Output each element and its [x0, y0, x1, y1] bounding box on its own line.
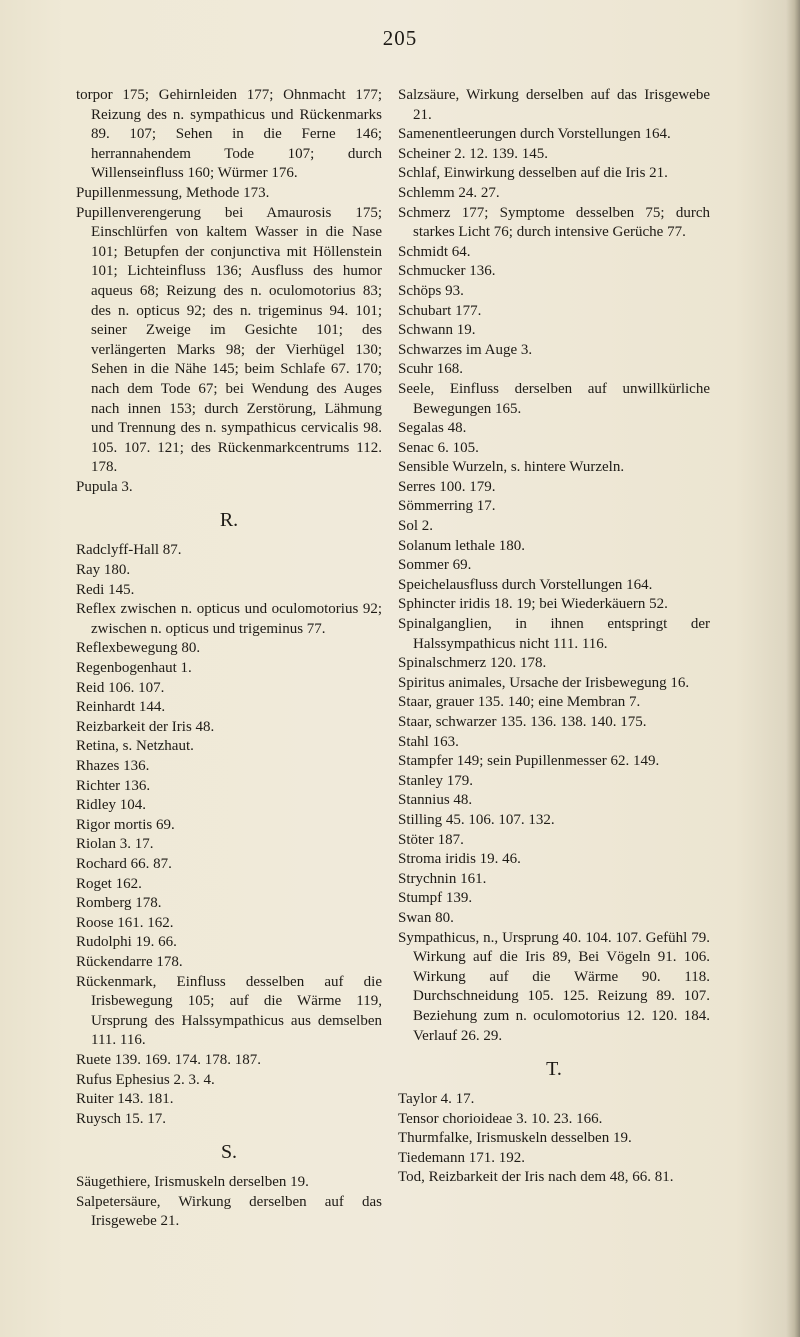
index-entry: Reflex zwischen n. opticus und oculomotorius 92; zwischen n. opticus und trigeminus 77.	[76, 601, 382, 637]
index-entry: Swan 80.	[398, 909, 454, 926]
index-entry: Stöter 187.	[398, 831, 464, 848]
index-entry: Ruiter 143. 181.	[76, 1091, 174, 1108]
index-entry: Stahl 163.	[398, 733, 459, 750]
index-entry: Spiritus animales, Ursache der Irisbewegung 16.	[398, 674, 690, 691]
index-entry: Schmidt 64.	[398, 243, 471, 260]
index-entry: Stanley 179.	[398, 772, 473, 789]
index-entry: Stampfer 149; sein Pupillenmesser 62. 149.	[398, 753, 660, 770]
index-entry: Schöps 93.	[398, 282, 464, 299]
index-entry: Salpetersäure, Wirkung derselben auf das Irisgewebe 21.	[76, 1193, 382, 1230]
index-entry: Senac 6. 105.	[398, 439, 479, 456]
index-block-s-continued	[398, 86, 710, 1046]
page-number: 205	[382, 26, 418, 50]
index-entry: Rufus Ephesius 2. 3. 4.	[76, 1071, 215, 1088]
section-letter-s: S.	[220, 1141, 238, 1164]
index-entry: Ridley 104.	[76, 797, 146, 814]
index-entry: Rückenmark, Einfluss desselben auf die Irisbewegung 105; auf die Wärme 119, Ursprung des Halssympathicus aus demselben 111. 116.	[76, 973, 382, 1049]
index-entry: Pupula 3.	[76, 478, 133, 495]
index-entry: Tensor chorioideae 3. 10. 23. 166.	[398, 1110, 603, 1127]
index-entry: Schubart 177.	[398, 302, 482, 319]
index-entry: Schmerz 177; Symptome desselben 75; durch starkes Licht 76; durch intensive Gerüche 77.	[398, 204, 710, 241]
index-entry: Reizbarkeit der Iris 48.	[76, 718, 215, 735]
index-entry: Ruysch 15. 17.	[76, 1110, 166, 1127]
index-entry: Rochard 66. 87.	[76, 855, 172, 872]
index-entry: Serres 100. 179.	[398, 478, 496, 495]
section-letter-r: R.	[219, 509, 239, 532]
index-entry: Richter 136.	[76, 777, 151, 794]
index-entry: Sömmerring 17.	[398, 498, 496, 515]
index-entry: Rudolphi 19. 66.	[76, 934, 177, 951]
index-entry: Seele, Einfluss derselben auf unwillkürliche Bewegungen 165.	[398, 380, 710, 417]
index-entry: Schwarzes im Auge 3.	[398, 341, 533, 358]
index-block-r	[76, 541, 382, 1129]
index-entry: Rhazes 136.	[76, 758, 150, 774]
index-entry: Stumpf 139.	[398, 890, 473, 907]
index-entry: Stilling 45. 106. 107. 132.	[398, 811, 555, 828]
index-entry: Schmucker 136.	[398, 263, 496, 280]
index-entry: Säugethiere, Irismuskeln derselben 19.	[76, 1174, 309, 1191]
index-entry: Spinalschmerz 120. 178.	[398, 655, 547, 672]
index-column-left	[76, 86, 382, 1232]
index-entry: Spinalganglien, in ihnen entspringt der Halssympathicus nicht 111. 116.	[398, 616, 710, 652]
index-entry: Rigor mortis 69.	[76, 816, 175, 833]
index-entry: Sphincter iridis 18. 19; bei Wiederkäuern 52.	[398, 596, 668, 613]
index-entry: Salzsäure, Wirkung derselben auf das Irisgewebe 21.	[398, 87, 710, 123]
index-entry: Ruete 139. 169. 174. 178. 187.	[76, 1051, 261, 1068]
index-entry: Speichelausfluss durch Vorstellungen 164.	[398, 576, 653, 593]
index-entry: Samenentleerungen durch Vorstellungen 164.	[398, 126, 671, 143]
page-edge-shadow	[786, 0, 800, 1337]
index-entry: Pupillenmessung, Methode 173.	[76, 184, 270, 201]
index-entry: Ray 180.	[76, 562, 131, 579]
index-entry: Scuhr 168.	[398, 361, 463, 378]
index-entry: Regenbogenhaut 1.	[76, 660, 192, 677]
index-entry: Pupillenverengerung bei Amaurosis 175; Einschlürfen von kaltem Wasser in die Nase 101; Betupfen der conjunctiva mit Höllenstein 101; Lichteinfluss 136; Ausfluss des humor aqueus 68; Reizung des n. oculomotorius 83; des n. opticus 92; des n. trigeminus 94. 101; seiner Zweige im Gesichte 101; des verlängerten Marks 98; der Vierhügel 130; Sehen in die Nähe 145; beim Schlafe 67. 170; nach dem Tode 67; bei Wendung des Auges nach innen 153; durch Zerstörung, Lähmung und Trennung des n. sympathicus cervicalis 98. 105. 107. 121; des Rückenmarkcentrums 112. 178.	[76, 204, 382, 476]
index-entry: Romberg 178.	[76, 895, 162, 912]
index-entry: Reinhardt 144.	[76, 699, 166, 716]
index-entry: Tiedemann 171. 192.	[398, 1149, 525, 1166]
index-entry: Radclyff-Hall 87.	[76, 542, 182, 559]
index-entry: Strychnin 161.	[398, 870, 487, 887]
index-entry: Staar, grauer 135. 140; eine Membran 7.	[398, 694, 641, 711]
index-entry: Reid 106. 107.	[76, 679, 165, 696]
index-entry: Sympathicus, n., Ursprung 40. 104. 107. Gefühl 79. Wirkung auf die Iris 89, Bei Vögeln 91. 106. Wirkung auf die Wärme 90. 118. Durchschneidung 105. 125. Reizung 89. 107. Beziehung zum n. oculomotorius 12. 120. 184. Verlauf 26. 29.	[398, 929, 710, 1044]
index-entry: torpor 175; Gehirnleiden 177; Ohnmacht 177; Reizung des n. sympathicus und Rückenmarks 89. 107; Sehen in die Ferne 146; herrannahendem Tode 107; durch Willenseinfluss 160; Würmer 176.	[76, 87, 382, 182]
index-block-t	[398, 1090, 710, 1188]
index-entry: Retina, s. Netzhaut.	[76, 738, 194, 755]
index-entry: Sensible Wurzeln, s. hintere Wurzeln.	[398, 459, 625, 476]
index-block-s	[76, 1173, 382, 1232]
index-entry: Scheiner 2. 12. 139. 145.	[398, 145, 548, 162]
index-entry: Schlemm 24. 27.	[398, 184, 500, 201]
index-entry: Schwann 19.	[398, 322, 476, 339]
index-entry: Roose 161. 162.	[76, 914, 174, 931]
index-entry: Reflexbewegung 80.	[76, 640, 201, 657]
index-entry: Thurmfalke, Irismuskeln desselben 19.	[398, 1130, 632, 1147]
index-block-p-continued	[76, 86, 382, 497]
index-entry: Redi 145.	[76, 581, 135, 598]
index-entry: Stannius 48.	[398, 792, 473, 809]
index-entry: Segalas 48.	[398, 420, 467, 437]
index-entry: Taylor 4. 17.	[398, 1091, 475, 1108]
index-entry: Sommer 69.	[398, 557, 472, 574]
index-entry: Roget 162.	[76, 875, 142, 892]
index-entry: Sol 2.	[398, 518, 434, 535]
index-entry: Riolan 3. 17.	[76, 836, 154, 853]
index-entry: Rückendarre 178.	[76, 953, 183, 970]
index-entry: Schlaf, Einwirkung desselben auf die Iris 21.	[398, 165, 668, 182]
index-entry: Solanum lethale 180.	[398, 537, 526, 554]
index-entry: Staar, schwarzer 135. 136. 138. 140. 175.	[398, 714, 647, 730]
index-entry: Stroma iridis 19. 46.	[398, 851, 521, 868]
index-entry: Tod, Reizbarkeit der Iris nach dem 48, 66. 81.	[398, 1169, 674, 1186]
index-column-right	[398, 86, 710, 1188]
section-letter-t: T.	[546, 1058, 562, 1081]
